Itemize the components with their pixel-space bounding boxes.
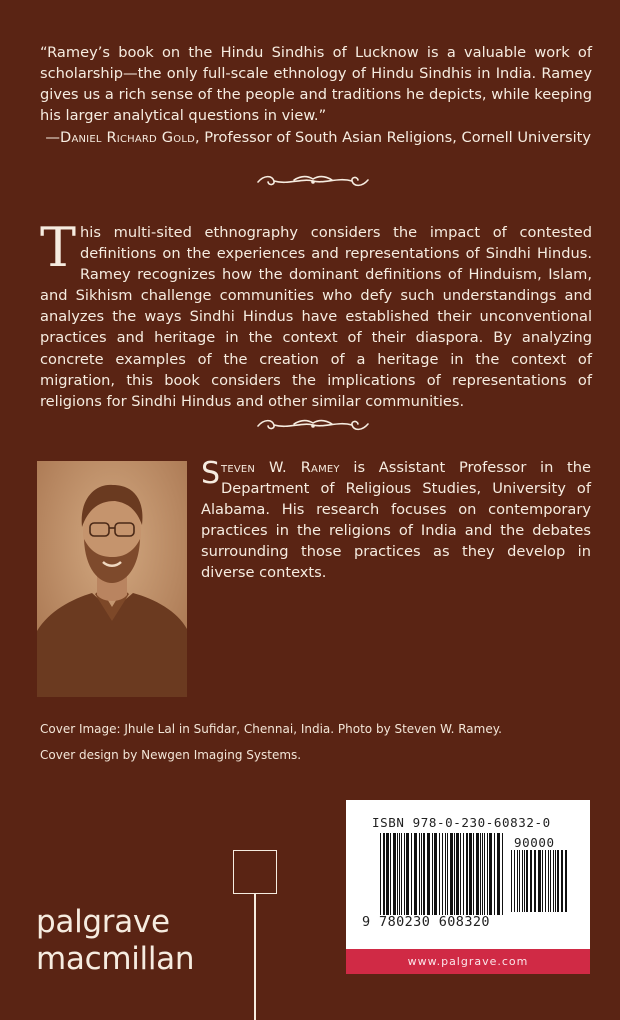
- barcode-bar: [511, 850, 512, 912]
- barcode-bar: [542, 850, 543, 912]
- barcode-bar: [487, 833, 488, 915]
- barcode-bar: [526, 850, 528, 912]
- barcode-bar: [484, 833, 485, 915]
- description-dropcap: T: [40, 216, 77, 279]
- publisher-logo-line: [254, 894, 256, 1020]
- barcode-bar: [380, 833, 381, 915]
- barcode-bar: [469, 833, 472, 915]
- barcode-bar: [423, 833, 425, 915]
- barcode-bar: [463, 833, 464, 915]
- author-name: teven W. Ramey: [221, 459, 340, 476]
- attribution-dash: —: [45, 129, 61, 146]
- barcode-bar: [390, 833, 391, 915]
- barcode-bar: [411, 833, 412, 915]
- barcode-bar: [401, 833, 402, 915]
- barcode-addon-label: 90000: [514, 835, 555, 850]
- barcode-bar: [466, 833, 468, 915]
- barcode-bar: [476, 833, 479, 915]
- cover-design-credit: Cover design by Newgen Imaging Systems.: [40, 748, 302, 762]
- barcode-bar: [419, 833, 420, 915]
- publisher-name-line2: macmillan: [36, 941, 195, 977]
- isbn-label: ISBN 978-0-230-60832-0: [372, 815, 551, 830]
- author-dropcap: S: [201, 456, 221, 491]
- barcode-bar: [553, 850, 554, 912]
- barcode-bar: [522, 850, 523, 912]
- barcode-bar: [450, 833, 453, 915]
- description-text: his multi-sited ethnography considers the impact of contested definitions on the experiences and representations of Sindhi Hindus. Ramey recognizes how the dominant definitions of Hinduism, Islam, and Sikhism challenge communities who defy such understandings and analyzes the ways Sindhi Hindus have established their unconventional practices and heritage in the context of their diaspora. By analyzing concrete examples of the creation of a heritage in the context of migration, this book considers the implications of representations of religions for Sindhi Hindus and other similar communities.: [40, 224, 592, 410]
- barcode-bar: [383, 833, 385, 915]
- barcode-bar: [489, 833, 492, 915]
- cover-image-credit: Cover Image: Jhule Lal in Sufidar, Chennai, India. Photo by Steven W. Ramey.: [40, 722, 502, 736]
- barcode-addon: [511, 850, 571, 914]
- divider-ornament: [254, 172, 372, 190]
- barcode-bar: [545, 850, 546, 912]
- endorsement-quote: “Ramey’s book on the Hindu Sindhis of Lucknow is a valuable work of scholarship—the only full-scale ethnology of Hindu Sindhis in India. Ramey gives us a rich sense of the people and traditions he depicts, while keeping his larger analytical questions in view.”: [40, 44, 592, 124]
- barcode-bar: [530, 850, 532, 912]
- barcode-bar: [561, 850, 563, 912]
- barcode-bar: [393, 833, 396, 915]
- attribution-name: Daniel Richard Gold: [60, 129, 196, 146]
- barcode-bar: [555, 850, 556, 912]
- barcode-bar: [397, 833, 398, 915]
- barcode-bar: [565, 850, 567, 912]
- publisher-website: www.palgrave.com: [346, 949, 590, 974]
- barcode-bar: [454, 833, 455, 915]
- barcode-bar: [517, 850, 518, 912]
- barcode-bar: [439, 833, 440, 915]
- barcode-bar: [445, 833, 446, 915]
- publisher-name-line1: palgrave: [36, 904, 170, 940]
- publisher-logo-square: [233, 850, 277, 894]
- barcode-bar: [480, 833, 481, 915]
- author-photo: [37, 461, 187, 697]
- barcode-bar: [548, 850, 549, 912]
- barcode-bar: [456, 833, 459, 915]
- barcode-main: [380, 833, 506, 917]
- divider-ornament: [254, 416, 372, 434]
- barcode-bar: [434, 833, 437, 915]
- attribution-title: , Professor of South Asian Religions, Cornell University: [195, 129, 591, 146]
- barcode-bar: [538, 850, 541, 912]
- barcode-bar: [386, 833, 389, 915]
- barcode-bar: [519, 850, 520, 912]
- barcode-bar: [502, 833, 503, 915]
- barcode-bar: [404, 833, 405, 915]
- barcode-bar: [494, 833, 495, 915]
- author-bio: [201, 457, 591, 583]
- barcode-bar: [473, 833, 474, 915]
- barcode-bar: [421, 833, 422, 915]
- barcode-bar: [482, 833, 483, 915]
- barcode-bar: [460, 833, 461, 915]
- barcode-bar: [557, 850, 559, 912]
- barcode-bar: [550, 850, 551, 912]
- barcode-bar: [427, 833, 430, 915]
- barcode-bar: [442, 833, 443, 915]
- barcode-bar: [497, 833, 500, 915]
- barcode-bar: [414, 833, 417, 915]
- barcode-bar: [534, 850, 536, 912]
- barcode-bar: [447, 833, 448, 915]
- barcode-bar: [432, 833, 433, 915]
- barcode-bar: [524, 850, 525, 912]
- barcode-bar: [514, 850, 515, 912]
- ean-label: 9 780230 608320: [362, 914, 490, 930]
- endorsement-attribution: [40, 127, 591, 148]
- book-description: [40, 216, 592, 412]
- barcode-panel: [346, 800, 590, 974]
- barcode-bar: [406, 833, 409, 915]
- barcode-bar: [399, 833, 400, 915]
- author-bio-text: is Assistant Professor in the Department of Religious Studies, University of Alabama. His research focuses on contemporary practices in the religions of India and the debates surrounding those practices as they develop in diverse contexts.: [201, 459, 591, 581]
